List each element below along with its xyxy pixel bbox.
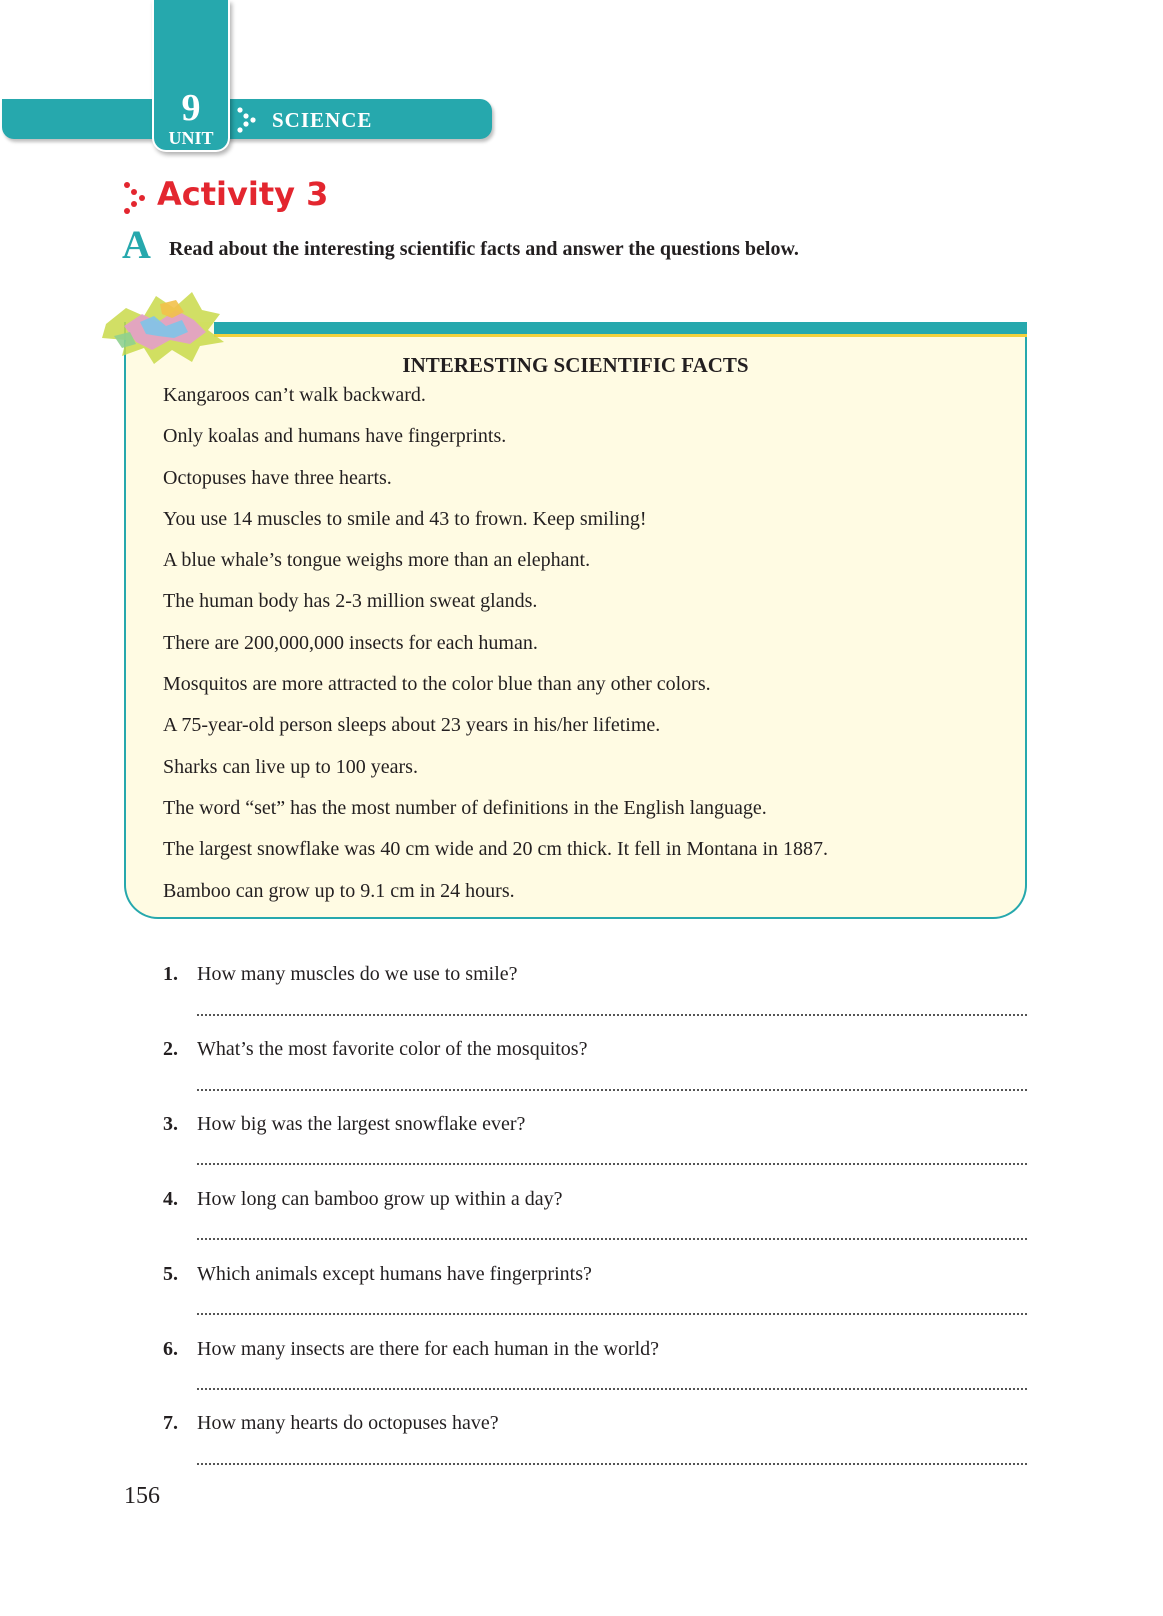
question-text: How many insects are there for each human in the world?	[197, 1338, 660, 1360]
answer-line-7[interactable]	[197, 1463, 1027, 1465]
question-text: How many hearts do octopuses have?	[197, 1412, 499, 1434]
dots-icon	[236, 105, 258, 135]
fact-item: Only koalas and humans have fingerprints.	[163, 425, 507, 448]
question-4	[163, 1186, 562, 1212]
question-3	[163, 1111, 525, 1137]
question-number: 5.	[163, 1263, 178, 1285]
question-7	[163, 1410, 499, 1436]
answer-line-6[interactable]	[197, 1388, 1027, 1390]
unit-label: UNIT	[168, 128, 214, 148]
fact-item: You use 14 muscles to smile and 43 to frown. Keep smiling!	[163, 507, 647, 530]
question-number: 7.	[163, 1412, 178, 1434]
unit-number: 9	[181, 87, 201, 129]
fact-item: The largest snowflake was 40 cm wide and 20 cm thick. It fell in Montana in 1887.	[163, 838, 829, 861]
question-number: 1.	[163, 963, 178, 985]
page-number: 156	[124, 1483, 160, 1509]
fact-item: Kangaroos can’t walk backward.	[163, 384, 426, 406]
question-6	[163, 1336, 659, 1362]
question-2	[163, 1036, 587, 1062]
question-number: 3.	[163, 1113, 178, 1135]
fact-item: Bamboo can grow up to 9.1 cm in 24 hours.	[163, 879, 515, 902]
answer-line-4[interactable]	[197, 1238, 1027, 1240]
question-1	[163, 961, 518, 987]
fact-item: Mosquitos are more attracted to the color blue than any other colors.	[163, 673, 711, 696]
question-number: 6.	[163, 1338, 178, 1360]
fact-item: The word “set” has the most number of definitions in the English language.	[163, 796, 767, 819]
fact-item: Sharks can live up to 100 years.	[163, 755, 418, 778]
question-text: How long can bamboo grow up within a day?	[197, 1188, 563, 1210]
fact-item: Octopuses have three hearts.	[163, 466, 392, 489]
activity-dots-icon	[122, 180, 148, 216]
section-title: SCIENCE	[272, 108, 373, 132]
answer-line-3[interactable]	[197, 1163, 1027, 1165]
facts-title: INTERESTING SCIENTIFIC FACTS	[402, 353, 749, 377]
answer-line-2[interactable]	[197, 1089, 1027, 1091]
question-number: 2.	[163, 1038, 178, 1060]
question-5	[163, 1261, 592, 1287]
part-letter: A	[122, 222, 151, 267]
facts-box-top-bar	[214, 322, 1027, 334]
fact-item: A blue whale’s tongue weighs more than an elephant.	[163, 549, 591, 572]
facts-box-top-line	[214, 334, 1027, 337]
question-number: 4.	[163, 1188, 178, 1210]
question-text: How big was the largest snowflake ever?	[197, 1113, 526, 1135]
fact-item: The human body has 2-3 million sweat glands.	[163, 590, 538, 613]
question-text: How many muscles do we use to smile?	[197, 963, 518, 985]
fact-item: There are 200,000,000 insects for each human.	[163, 631, 538, 654]
answer-line-1[interactable]	[197, 1014, 1027, 1016]
question-text: What’s the most favorite color of the mosquitos?	[197, 1038, 588, 1060]
answer-line-5[interactable]	[197, 1313, 1027, 1315]
facts-list	[163, 382, 828, 919]
fact-item: A 75-year-old person sleeps about 23 years in his/her lifetime.	[163, 714, 661, 737]
activity-title: Activity 3	[157, 175, 329, 213]
question-text: Which animals except humans have fingerprints?	[197, 1263, 592, 1285]
instruction-text: Read about the interesting scientific facts and answer the questions below.	[169, 238, 799, 260]
